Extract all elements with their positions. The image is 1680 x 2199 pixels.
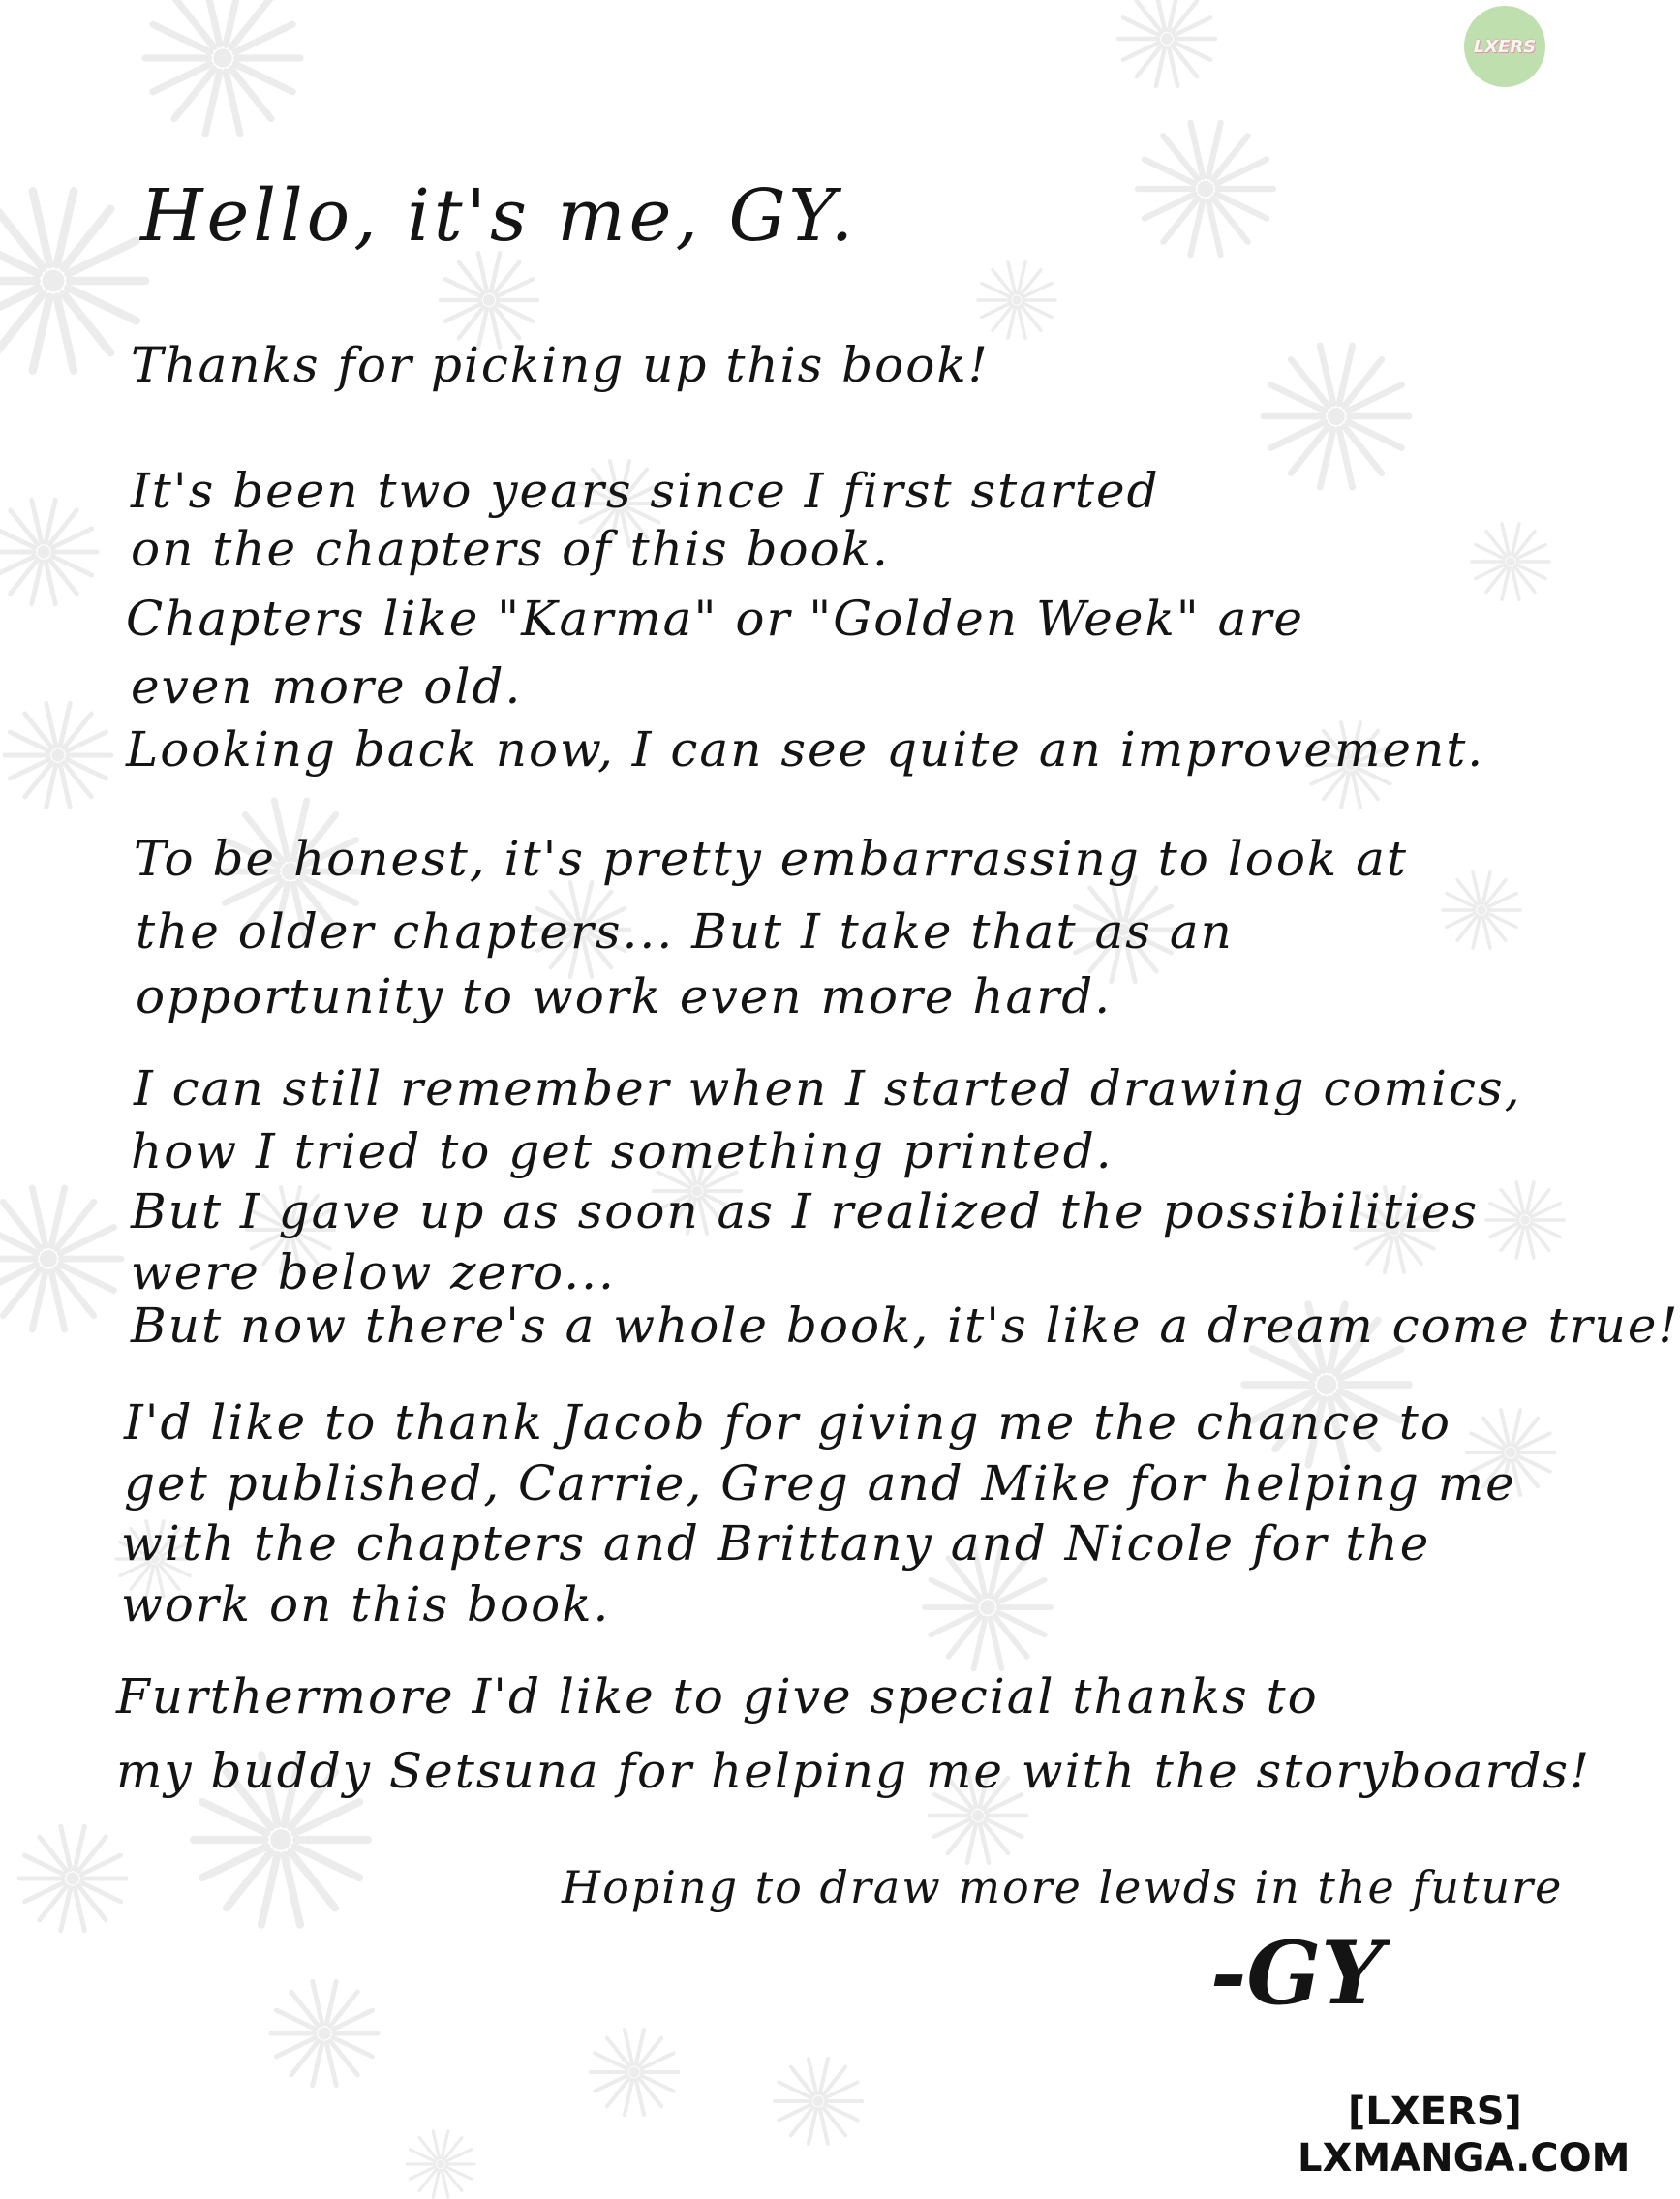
snowflake-icon (441, 253, 537, 347)
letter-line: my buddy Setsuna for helping me with the storyboards! (116, 1743, 1592, 1799)
letter-line: Looking back now, I can see quite an improvement. (126, 721, 1485, 778)
watermark-label: [LXERS] (1348, 2090, 1522, 2134)
letter-line: get published, Carrie, Greg and Mike for helping me (124, 1455, 1516, 1512)
letter-line: even more old. (131, 658, 523, 715)
snowflake-icon (0, 1188, 121, 1329)
letter-closing: Hoping to draw more lewds in the future (562, 1861, 1564, 1913)
letter-line: To be honest, it's pretty embarrassing to look at (134, 831, 1409, 887)
letter-line: I can still remember when I started drawing comics, (134, 1060, 1522, 1116)
snowflake-icon (1486, 1182, 1564, 1258)
snowflake-icon (591, 2030, 678, 2115)
letter-signature: -GY (1210, 1922, 1384, 2025)
letter-line: Furthermore I'd like to give special thanks to (116, 1668, 1319, 1725)
letter-line: were below zero... (131, 1244, 616, 1300)
letter-line: work on this book. (121, 1576, 611, 1633)
snowflake-icon (407, 2131, 474, 2197)
badge-text: LXERS (1473, 36, 1537, 57)
snowflake-icon (0, 191, 145, 370)
snowflake-icon (775, 2059, 862, 2144)
snowflake-icon (271, 1981, 378, 2085)
snowflake-icon (1443, 872, 1520, 948)
snowflake-icon (1138, 123, 1273, 255)
snowflake-icon (19, 1826, 126, 1930)
letter-line: on the chapters of this book. (131, 521, 890, 577)
letter-line: It's been two years since I first started (131, 463, 1160, 519)
snowflake-icon (1472, 524, 1549, 599)
letter-greeting: Hello, it's me, GY. (140, 174, 858, 258)
letter-line: But now there's a whole book, it's like a dream come true! (131, 1298, 1680, 1354)
letter-line: opportunity to work even more hard. (136, 968, 1113, 1024)
letter-line: with the chapters and Brittany and Nicole for the (121, 1515, 1431, 1572)
letter-line: I'd like to thank Jacob for giving me the chance to (124, 1394, 1451, 1451)
snowflake-icon (1118, 0, 1215, 86)
snowflake-icon (0, 500, 97, 603)
letter-line: the older chapters... But I take that as an (136, 903, 1234, 960)
letter-line: how I tried to get something printed. (131, 1123, 1114, 1179)
snowflake-icon (978, 262, 1055, 338)
snowflake-icon (5, 703, 111, 807)
watermark-site: LXMANGA.COM (1298, 2136, 1631, 2181)
letter-line: Chapters like "Karma" or "Golden Week" are (126, 591, 1304, 647)
snowflake-icon (1264, 346, 1409, 487)
snowflake-icon (145, 0, 300, 134)
letter-line: But I gave up as soon as I realized the possibilities (131, 1183, 1480, 1239)
letter-line: Thanks for picking up this book! (131, 337, 990, 393)
lxers-badge-logo (1464, 6, 1545, 87)
